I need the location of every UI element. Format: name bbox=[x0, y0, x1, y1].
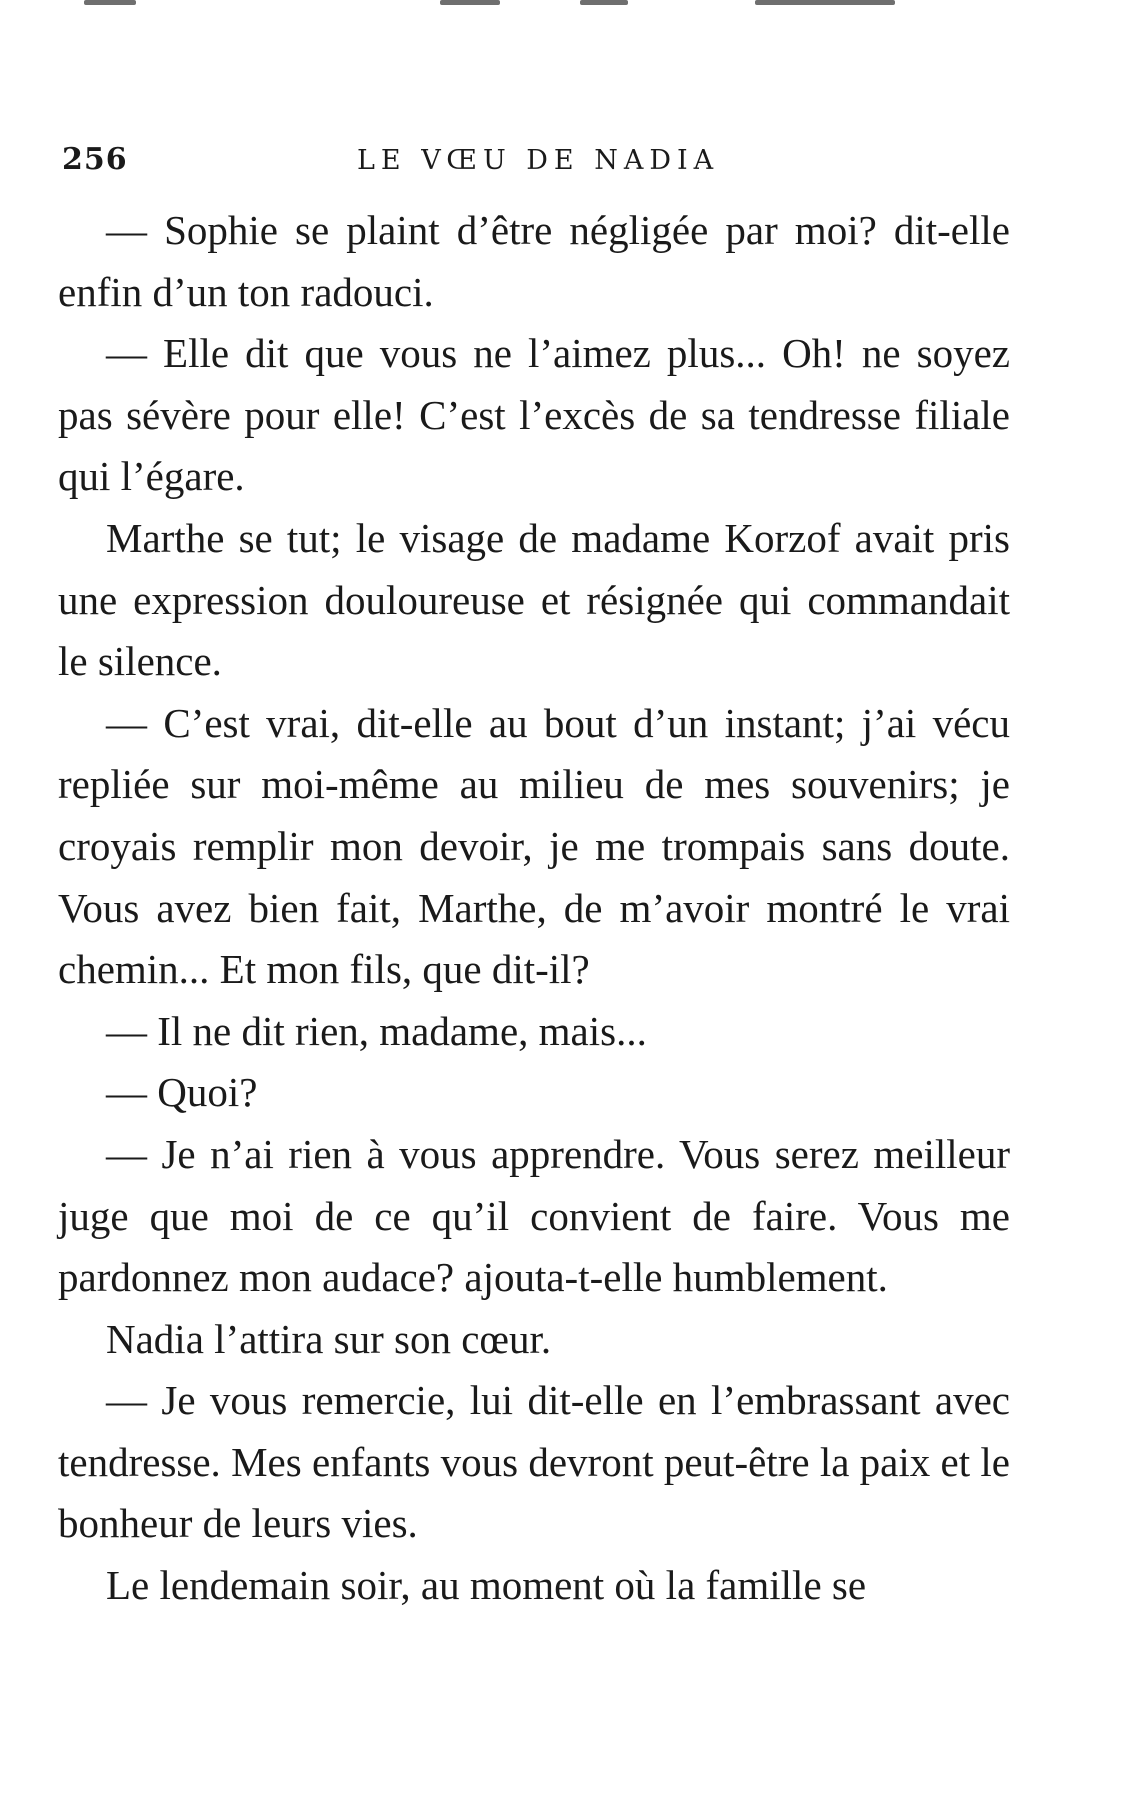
scan-mark bbox=[580, 0, 628, 5]
paragraph: — Je n’ai rien à vous apprendre. Vous serez meilleur juge que moi de ce qu’il convient de faire. Vous me pardonnez mon audace? ajouta-t-elle humblement. bbox=[58, 1130, 1010, 1301]
paragraph: Le lendemain soir, au moment où la famille se bbox=[106, 1562, 867, 1609]
page-header bbox=[62, 142, 1007, 192]
body-text bbox=[58, 200, 1010, 1617]
paragraph: Nadia l’attira sur son cœur. bbox=[106, 1315, 552, 1362]
paragraph: — Je vous remercie, lui dit-elle en l’embrassant avec tendresse. Mes enfants vous devront peut-être la paix et le bonheur de leurs vies. bbox=[58, 1377, 1010, 1547]
paragraph: — Il ne dit rien, madame, mais... bbox=[106, 1007, 647, 1054]
scan-mark bbox=[440, 0, 500, 5]
paragraph: — Elle dit que vous ne l’aimez plus... Oh! ne soyez pas sévère pour elle! C’est l’excès de sa tendresse filiale qui l’égare. bbox=[58, 330, 1010, 500]
paragraph: — Sophie se plaint d’être négligée par moi? dit-elle enfin d’un ton radouci. bbox=[58, 207, 1010, 315]
scan-mark bbox=[84, 0, 136, 5]
paragraph: — C’est vrai, dit-elle au bout d’un instant; j’ai vécu repliée sur moi-même au milieu de mes souvenirs; je croyais remplir mon devoir, je me trompais sans doute. Vous avez bien fait, Marthe, de m’avoir montré le vrai chemin... Et mon fils, que dit-il? bbox=[58, 699, 1010, 993]
running-title: LE VŒU DE NADIA bbox=[357, 145, 720, 176]
scan-mark bbox=[755, 0, 895, 5]
paragraph: Marthe se tut; le visage de madame Korzof avait pris une expression douloureuse et résignée qui commandait le silence. bbox=[58, 514, 1010, 685]
page-number: 256 bbox=[62, 142, 128, 177]
paragraph: — Quoi? bbox=[106, 1069, 258, 1116]
